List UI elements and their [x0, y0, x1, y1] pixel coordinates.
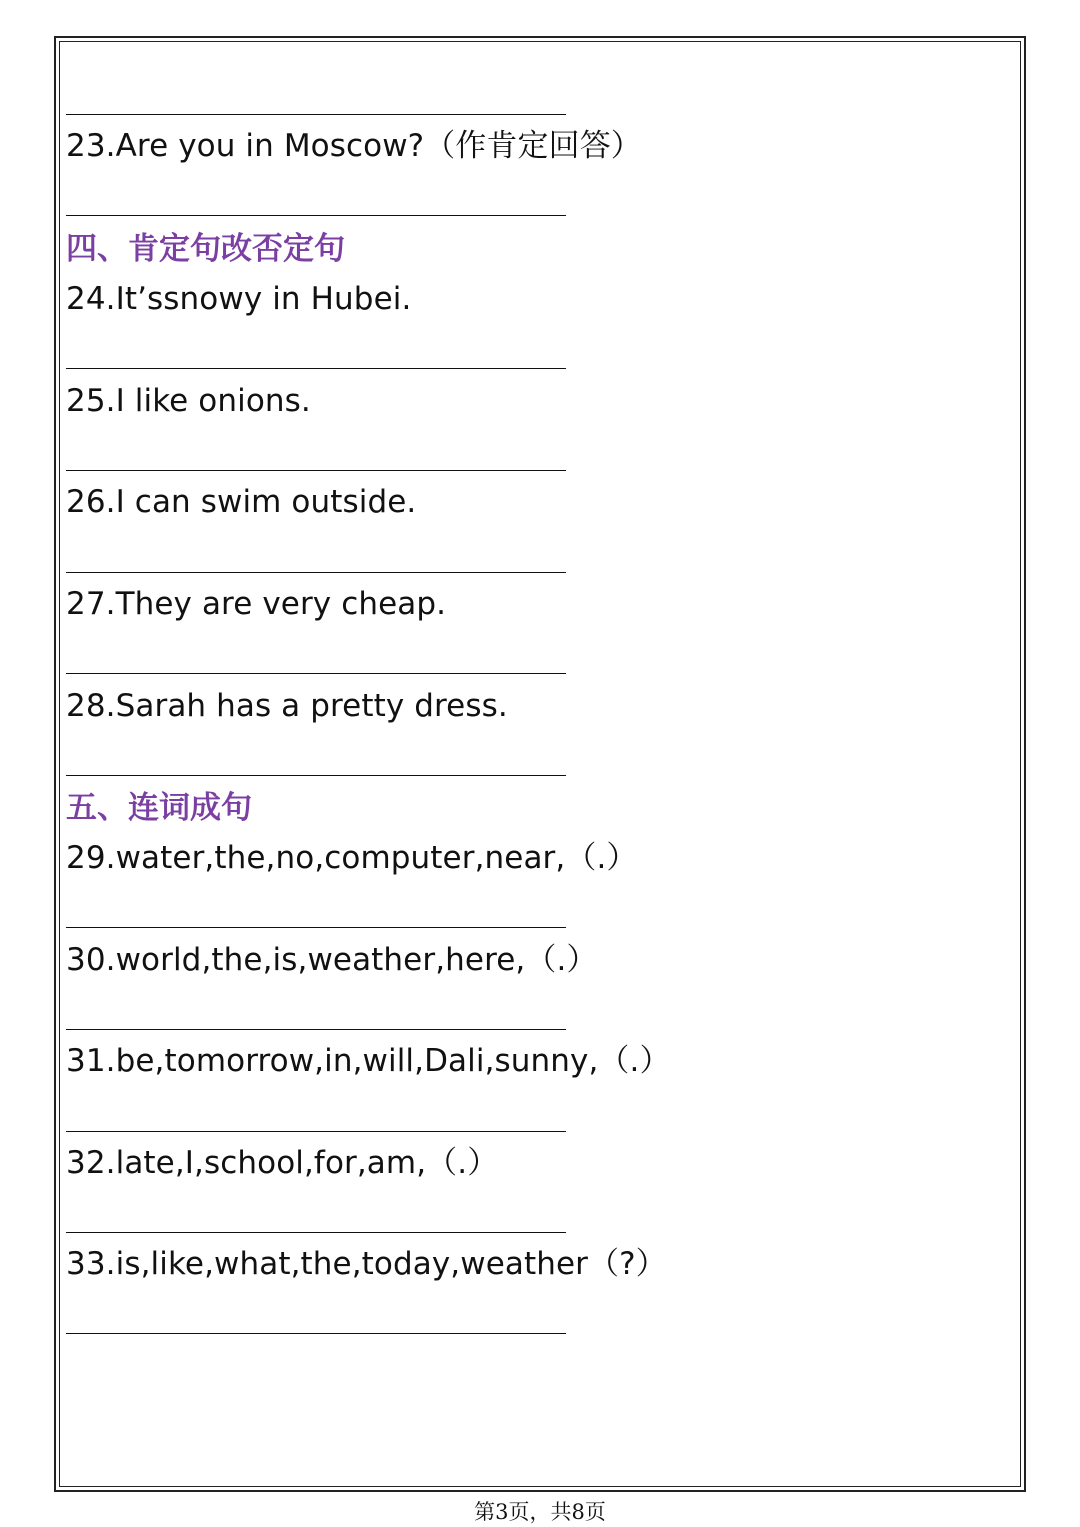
question-29: 29.water,the,no,computer,near,（.） [66, 840, 638, 876]
question-31: 31.be,tomorrow,in,will,Dali,sunny,（.） [66, 1043, 671, 1079]
answer-line[interactable] [66, 1131, 566, 1132]
question-32: 32.late,I,school,for,am,（.） [66, 1145, 499, 1181]
question-28: 28.Sarah has a pretty dress. [66, 688, 508, 724]
answer-line[interactable] [66, 572, 566, 573]
answer-line[interactable] [66, 215, 566, 216]
question-25: 25.I like onions. [66, 383, 311, 419]
section-heading-five: 五、连词成句 [66, 790, 252, 826]
answer-line[interactable] [66, 470, 566, 471]
section-heading-four: 四、肯定句改否定句 [66, 231, 345, 267]
answer-line[interactable] [66, 1333, 566, 1334]
answer-line[interactable] [66, 1232, 566, 1233]
question-23: 23.Are you in Moscow?（作肯定回答） [66, 128, 642, 164]
answer-line[interactable] [66, 775, 566, 776]
question-26: 26.I can swim outside. [66, 484, 417, 520]
answer-line[interactable] [66, 368, 566, 369]
answer-line[interactable] [66, 1029, 566, 1030]
question-33: 33.is,like,what,the,today,weather（?） [66, 1246, 667, 1282]
answer-line[interactable] [66, 114, 566, 115]
answer-line[interactable] [66, 927, 566, 928]
answer-line[interactable] [66, 673, 566, 674]
question-24: 24.It’ssnowy in Hubei. [66, 281, 412, 317]
question-27: 27.They are very cheap. [66, 586, 447, 622]
question-30: 30.world,the,is,weather,here,（.） [66, 942, 598, 978]
page-footer: 第3页，共8页 [474, 1500, 606, 1524]
